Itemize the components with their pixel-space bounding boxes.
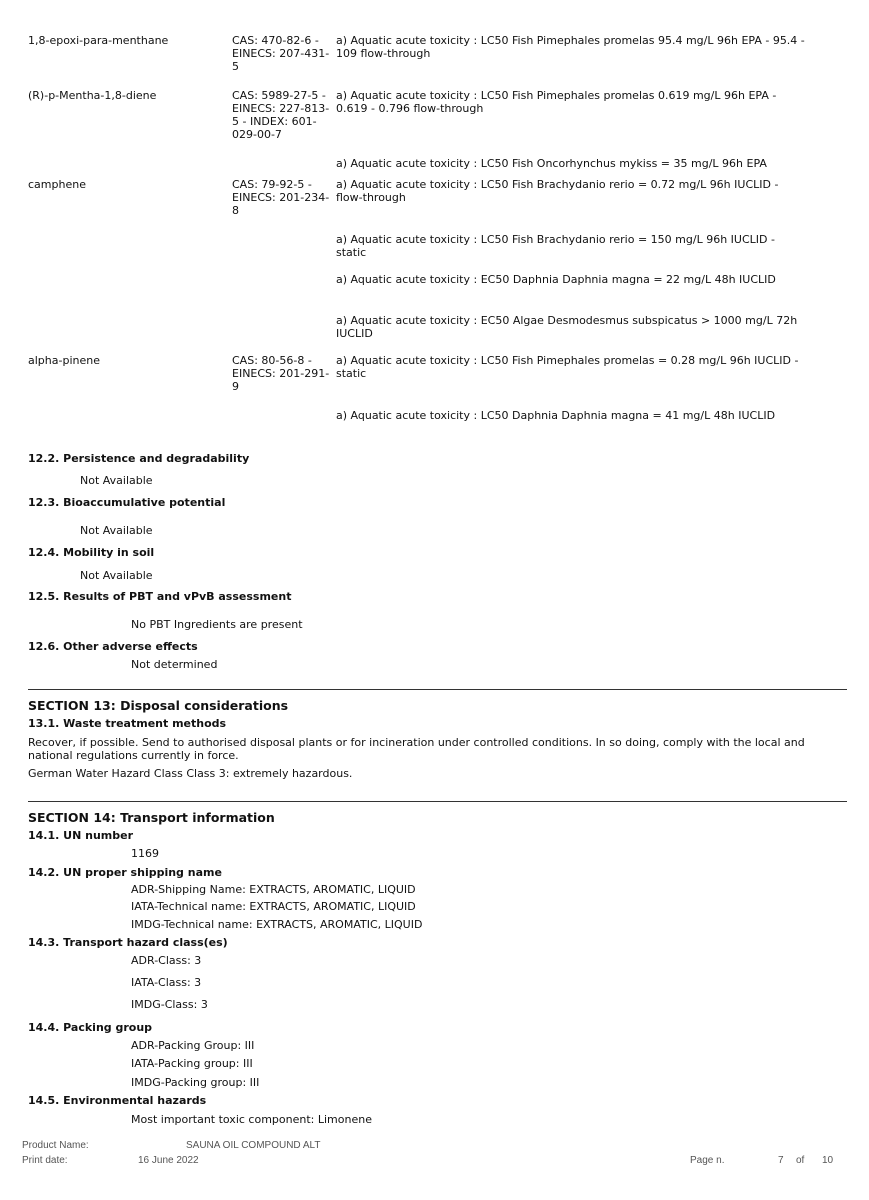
adr-class: ADR-Class: 3 bbox=[131, 954, 202, 967]
substance-name: camphene bbox=[28, 178, 86, 191]
section-14-title: SECTION 14: Transport information bbox=[28, 810, 275, 825]
toxicity-value: a) Aquatic acute toxicity : EC50 Daphnia Daphnia magna = 22 mg/L 48h IUCLID bbox=[336, 273, 776, 286]
iata-class: IATA-Class: 3 bbox=[131, 976, 202, 989]
footer-product-value: SAUNA OIL COMPOUND ALT bbox=[186, 1140, 321, 1151]
section-divider bbox=[28, 801, 847, 802]
iata-technical-name: IATA-Technical name: EXTRACTS, AROMATIC, LIQUID bbox=[131, 900, 416, 913]
persistence-heading: 12.2. Persistence and degradability bbox=[28, 452, 250, 465]
packing-group-heading: 14.4. Packing group bbox=[28, 1021, 153, 1034]
footer-page-current: 7 bbox=[778, 1155, 784, 1166]
imdg-packing-group: IMDG-Packing group: III bbox=[131, 1076, 260, 1089]
section-13-title: SECTION 13: Disposal considerations bbox=[28, 698, 289, 713]
waste-text: Recover, if possible. Send to authorised disposal plants or for incineration under controlled conditions. In so doing, comply with the local and national regulations currently in force. bbox=[28, 736, 805, 762]
substance-cas: CAS: 470-82-6 - EINECS: 207-431-5 bbox=[232, 34, 330, 73]
adr-shipping-name: ADR-Shipping Name: EXTRACTS, AROMATIC, LIQUID bbox=[131, 883, 416, 896]
waste-heading: 13.1. Waste treatment methods bbox=[28, 717, 227, 730]
other-effects-heading: 12.6. Other adverse effects bbox=[28, 640, 198, 653]
other-effects-text: Not determined bbox=[131, 658, 218, 671]
env-hazards-heading: 14.5. Environmental hazards bbox=[28, 1094, 207, 1107]
substance-cas: CAS: 79-92-5 - EINECS: 201-234-8 bbox=[232, 178, 330, 217]
persistence-text: Not Available bbox=[80, 474, 153, 487]
mobility-heading: 12.4. Mobility in soil bbox=[28, 546, 155, 559]
env-hazards-text: Most important toxic component: Limonene bbox=[131, 1113, 372, 1126]
toxicity-value: a) Aquatic acute toxicity : LC50 Fish Pimephales promelas 95.4 mg/L 96h EPA - 95.4 - 109 flow-through bbox=[336, 34, 805, 60]
adr-packing-group: ADR-Packing Group: III bbox=[131, 1039, 255, 1052]
footer-page-total: 10 bbox=[822, 1155, 834, 1166]
footer-print-label: Print date: bbox=[22, 1155, 68, 1166]
toxicity-value: a) Aquatic acute toxicity : LC50 Fish Pimephales promelas = 0.28 mg/L 96h IUCLID - static bbox=[336, 354, 799, 380]
water-hazard-text: German Water Hazard Class Class 3: extremely hazardous. bbox=[28, 767, 353, 780]
toxicity-value: a) Aquatic acute toxicity : LC50 Fish Oncorhynchus mykiss = 35 mg/L 96h EPA bbox=[336, 157, 767, 170]
bioaccumulative-text: Not Available bbox=[80, 524, 153, 537]
substance-cas: CAS: 5989-27-5 - EINECS: 227-813-5 - INDEX: 601-029-00-7 bbox=[232, 89, 330, 141]
footer-print-value: 16 June 2022 bbox=[138, 1155, 199, 1166]
footer-product-label: Product Name: bbox=[22, 1140, 89, 1151]
toxicity-value: a) Aquatic acute toxicity : LC50 Fish Pimephales promelas 0.619 mg/L 96h EPA - 0.619 - 0.796 flow-through bbox=[336, 89, 777, 115]
mobility-text: Not Available bbox=[80, 569, 153, 582]
toxicity-value: a) Aquatic acute toxicity : LC50 Fish Brachydanio rerio = 150 mg/L 96h IUCLID - static bbox=[336, 233, 775, 259]
pbt-heading: 12.5. Results of PBT and vPvB assessment bbox=[28, 590, 292, 603]
footer-page-of: of bbox=[796, 1155, 805, 1166]
toxicity-value: a) Aquatic acute toxicity : LC50 Fish Brachydanio rerio = 0.72 mg/L 96h IUCLID - flow-through bbox=[336, 178, 779, 204]
hazard-class-heading: 14.3. Transport hazard class(es) bbox=[28, 936, 228, 949]
toxicity-value: a) Aquatic acute toxicity : EC50 Algae Desmodesmus subspicatus > 1000 mg/L 72h IUCLID bbox=[336, 314, 798, 340]
bioaccumulative-heading: 12.3. Bioaccumulative potential bbox=[28, 496, 226, 509]
un-number-value: 1169 bbox=[131, 847, 159, 860]
substance-name: alpha-pinene bbox=[28, 354, 100, 367]
shipping-name-heading: 14.2. UN proper shipping name bbox=[28, 866, 222, 879]
un-number-heading: 14.1. UN number bbox=[28, 829, 133, 842]
imdg-technical-name: IMDG-Technical name: EXTRACTS, AROMATIC, LIQUID bbox=[131, 918, 423, 931]
iata-packing-group: IATA-Packing group: III bbox=[131, 1057, 253, 1070]
substance-cas: CAS: 80-56-8 - EINECS: 201-291-9 bbox=[232, 354, 330, 393]
imdg-class: IMDG-Class: 3 bbox=[131, 998, 208, 1011]
footer-page-label: Page n. bbox=[690, 1155, 725, 1166]
substance-name: (R)-p-Mentha-1,8-diene bbox=[28, 89, 157, 102]
substance-name: 1,8-epoxi-para-menthane bbox=[28, 34, 169, 47]
pbt-text: No PBT Ingredients are present bbox=[131, 618, 303, 631]
section-divider bbox=[28, 689, 847, 690]
toxicity-value: a) Aquatic acute toxicity : LC50 Daphnia Daphnia magna = 41 mg/L 48h IUCLID bbox=[336, 409, 776, 422]
